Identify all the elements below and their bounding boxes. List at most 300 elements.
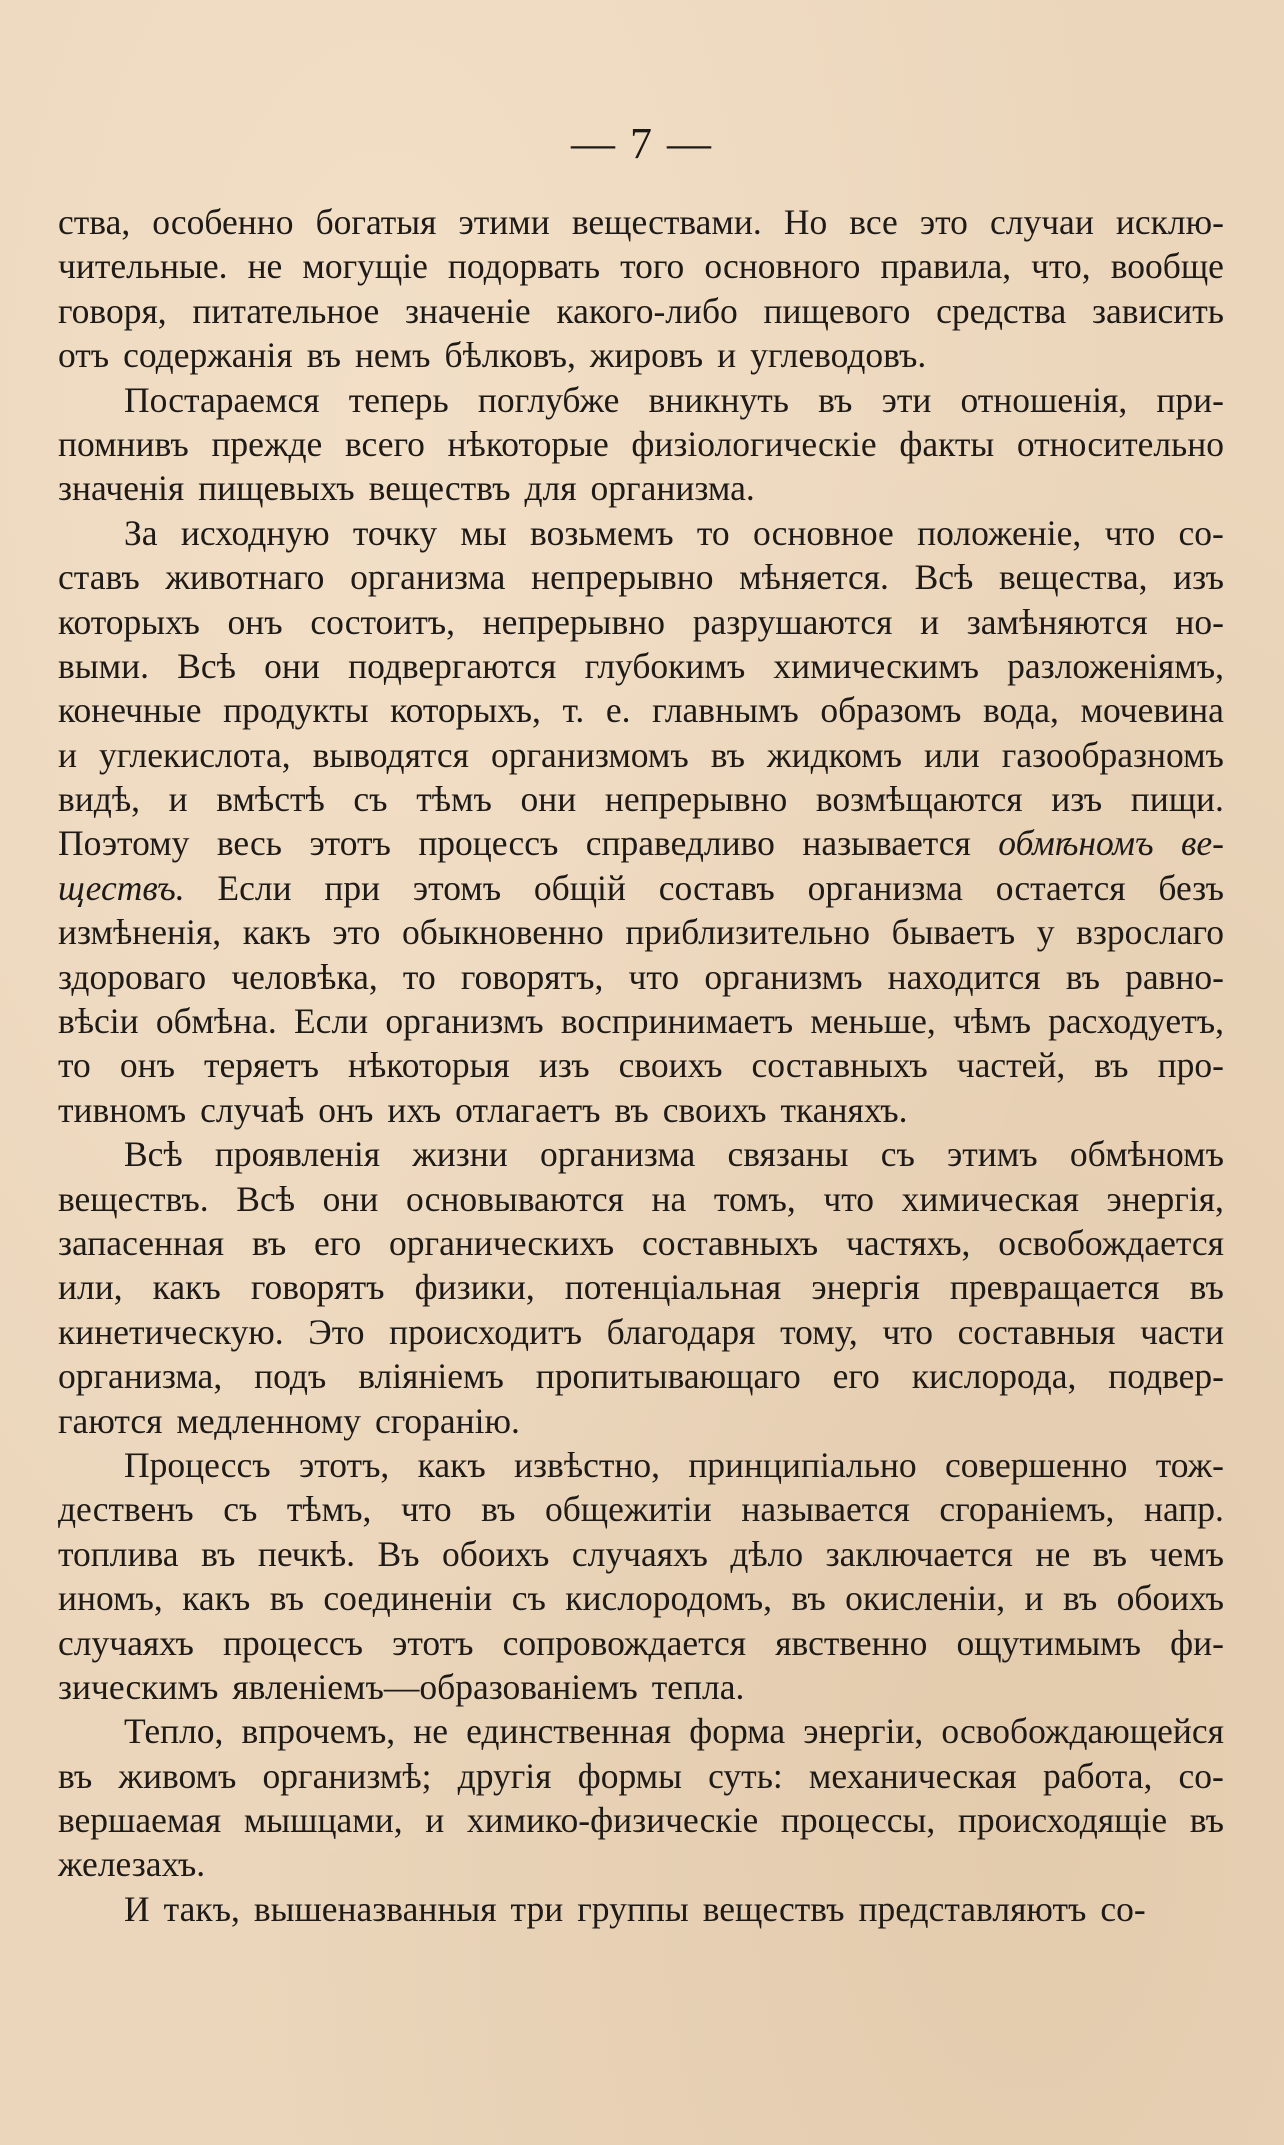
- page-number: — 7 —: [571, 119, 713, 168]
- word: организмъ: [704, 956, 863, 997]
- word: содержанія: [123, 335, 293, 376]
- word: остается: [995, 867, 1126, 908]
- text-line: [58, 1177, 1224, 1221]
- word: энергія,: [1106, 1178, 1224, 1219]
- word: глубокимъ: [584, 645, 746, 686]
- paragraph: [58, 1443, 1224, 1709]
- word: со-: [1178, 512, 1224, 553]
- word: равно-: [1125, 956, 1224, 997]
- word: онъ: [318, 1089, 374, 1130]
- word: единственная: [466, 1711, 672, 1752]
- word: въ: [201, 1533, 236, 1574]
- word: дественъ: [58, 1489, 194, 1530]
- word: составныхъ: [641, 1222, 819, 1263]
- word: того: [620, 246, 685, 287]
- word: и: [168, 779, 188, 820]
- word: совершенно: [944, 1444, 1128, 1485]
- word: измѣненія,: [58, 912, 222, 953]
- paragraph: [58, 1887, 1224, 1931]
- word: сгоранію.: [374, 1400, 520, 1441]
- text-line: [58, 644, 1224, 688]
- word: процессъ: [418, 823, 559, 864]
- word: что: [628, 956, 680, 997]
- word: что: [823, 1178, 875, 1219]
- text-line: [58, 466, 1224, 510]
- word: углеводовъ.: [750, 335, 927, 376]
- word: приблизительно: [625, 912, 870, 953]
- word: освобождающейся: [941, 1711, 1224, 1752]
- word: другія: [457, 1755, 552, 1796]
- word: жизни: [412, 1134, 508, 1175]
- word: газообразномъ: [1001, 734, 1224, 775]
- word: этими: [458, 202, 550, 242]
- word: такъ,: [163, 1888, 240, 1929]
- word: правила,: [880, 246, 1012, 287]
- word: этомъ: [412, 867, 502, 908]
- word: обмѣномъ: [1069, 1134, 1224, 1175]
- word: основного: [704, 246, 861, 287]
- text-line: [58, 955, 1224, 999]
- word: томъ,: [713, 1178, 796, 1219]
- word: воспринимаетъ: [560, 1001, 794, 1042]
- word: или,: [58, 1267, 123, 1308]
- word: кислородомъ,: [565, 1578, 773, 1619]
- word: мышцами,: [243, 1800, 403, 1841]
- word: въ: [818, 379, 853, 420]
- word: про-: [1157, 1045, 1224, 1086]
- word: бѣлковъ,: [444, 335, 576, 376]
- word: т.: [562, 690, 585, 731]
- word: вліяніемъ: [358, 1356, 504, 1397]
- word: то: [696, 512, 730, 553]
- word: они: [322, 1178, 379, 1219]
- word: они: [520, 779, 577, 820]
- word: проявленія: [214, 1134, 381, 1175]
- word: кинетическую.: [58, 1311, 284, 1352]
- word: вещества,: [999, 557, 1148, 598]
- text-line: [58, 378, 1224, 422]
- word: энергія: [811, 1267, 920, 1308]
- word: железахъ.: [58, 1844, 206, 1885]
- word: основываются: [406, 1178, 624, 1219]
- word: не: [247, 246, 283, 287]
- word: что: [1104, 512, 1156, 553]
- word: изъ: [1173, 557, 1224, 598]
- text-line: [58, 1665, 1224, 1709]
- word: подвер-: [1108, 1356, 1224, 1397]
- word: говорятъ: [250, 1267, 385, 1308]
- text-line: [58, 733, 1224, 777]
- word: химическая: [901, 1178, 1079, 1219]
- word: организма.: [590, 468, 755, 509]
- word: Но: [783, 202, 828, 242]
- word: главнымъ: [652, 690, 799, 731]
- word: въ: [1092, 1533, 1128, 1574]
- word: для: [524, 468, 577, 509]
- word: возмѣщаются: [815, 779, 1023, 820]
- word: всего: [344, 423, 425, 464]
- word: мѣняется.: [739, 557, 889, 598]
- word: веществъ: [702, 1888, 845, 1929]
- word: вѣсіи: [58, 1001, 139, 1042]
- word: при-: [1156, 379, 1224, 420]
- italic-word: ве-: [1180, 823, 1224, 864]
- word: происходитъ: [389, 1311, 582, 1352]
- word: вода,: [982, 690, 1059, 731]
- word: веществъ.: [58, 1178, 209, 1219]
- word: энергіи,: [803, 1711, 924, 1752]
- word: этимъ: [947, 1134, 1038, 1175]
- word: живомъ: [118, 1755, 237, 1796]
- word: разложеніямъ,: [1007, 645, 1224, 686]
- word: химико-физическіе: [466, 1800, 759, 1841]
- word: исклю-: [1115, 202, 1224, 242]
- word: пищи.: [1130, 779, 1224, 820]
- word: чемъ: [1149, 1533, 1224, 1574]
- word: превращается: [949, 1267, 1160, 1308]
- word: находится: [887, 956, 1041, 997]
- text-line: [58, 289, 1224, 333]
- word: теряетъ: [204, 1045, 319, 1086]
- word: то: [58, 1045, 91, 1086]
- paragraph: [58, 1709, 1224, 1887]
- word: точку: [352, 512, 438, 553]
- word: но-: [1175, 601, 1224, 642]
- word: случаѣ: [200, 1089, 305, 1130]
- word: въ: [1189, 1267, 1224, 1308]
- text-line: [58, 1621, 1224, 1665]
- word: съ: [223, 1489, 258, 1530]
- text-line: [58, 1487, 1224, 1531]
- text-line: [58, 1265, 1224, 1309]
- word: окисленіи,: [845, 1578, 1006, 1619]
- word: въ: [1189, 1800, 1224, 1841]
- word: исходную: [180, 512, 330, 553]
- word: какъ: [182, 1578, 251, 1619]
- word: бываетъ: [891, 912, 1016, 953]
- word: составныхъ: [751, 1045, 928, 1086]
- word: общій: [533, 867, 626, 908]
- word: Если: [294, 1001, 369, 1042]
- word: составныя: [957, 1311, 1116, 1352]
- word: отлагаетъ: [455, 1089, 601, 1130]
- word: нѣкоторыя: [348, 1045, 510, 1086]
- word: тепла.: [651, 1666, 745, 1707]
- text-line: [58, 688, 1224, 732]
- word: работа,: [1042, 1755, 1153, 1796]
- word: конечные: [58, 690, 202, 731]
- word: случаи: [989, 202, 1094, 242]
- word: въ: [791, 1578, 826, 1619]
- word: три: [510, 1888, 564, 1929]
- text-line: [58, 1576, 1224, 1620]
- word: дѣло: [730, 1533, 804, 1574]
- word: какъ: [152, 1267, 221, 1308]
- word: органическихъ: [389, 1222, 615, 1263]
- word: называется: [741, 1489, 910, 1530]
- italic-word: обмѣномъ: [998, 823, 1154, 864]
- word: непрерывно: [531, 557, 714, 598]
- word: въ: [614, 1089, 649, 1130]
- word: организмомъ: [491, 734, 689, 775]
- word: пропитывающаго: [535, 1356, 801, 1397]
- text-line: [58, 555, 1224, 599]
- word: продукты: [223, 690, 369, 731]
- word: частей,: [956, 1045, 1066, 1086]
- word: взрослаго: [1076, 912, 1224, 953]
- text-line: [58, 821, 1224, 865]
- word: своихъ: [618, 1045, 723, 1086]
- word: въ: [1062, 1578, 1098, 1619]
- word: помнивъ: [58, 423, 189, 464]
- word: вообще: [1110, 246, 1224, 287]
- word: особенно: [152, 202, 294, 242]
- word: Тепло,: [124, 1711, 224, 1752]
- text-line: [58, 1088, 1224, 1132]
- paragraph: [58, 1132, 1224, 1443]
- word: видѣ,: [58, 779, 140, 820]
- word: этотъ: [309, 823, 391, 864]
- word: чительные.: [58, 246, 228, 287]
- word: Процессъ: [124, 1444, 271, 1485]
- word: кислорода,: [911, 1356, 1077, 1397]
- word: освобождается: [998, 1222, 1224, 1263]
- word: группы: [577, 1888, 689, 1929]
- word: организма: [807, 867, 963, 908]
- word: которыхъ,: [390, 690, 541, 731]
- word: топлива: [58, 1533, 179, 1574]
- word: его: [832, 1356, 880, 1397]
- word: жидкомъ: [767, 734, 902, 775]
- word: явственно: [775, 1622, 928, 1663]
- text-line: [58, 1043, 1224, 1087]
- word: изъ: [538, 1045, 590, 1086]
- text-line: [58, 777, 1224, 821]
- word: соединеніи: [323, 1578, 493, 1619]
- word: выми.: [58, 645, 149, 686]
- word: здороваго: [58, 956, 207, 997]
- word: Постараемся: [124, 379, 320, 420]
- word: въ: [58, 1755, 93, 1796]
- word: извѣстно,: [514, 1444, 660, 1485]
- word: медленному: [176, 1400, 361, 1441]
- word: впрочемъ,: [241, 1711, 396, 1752]
- word: подорвать: [447, 246, 601, 287]
- word: называется: [802, 823, 971, 864]
- word: своихъ: [662, 1089, 767, 1130]
- text-line: [58, 333, 1224, 377]
- word: суть:: [708, 1755, 783, 1796]
- word: И: [124, 1888, 150, 1929]
- word: вникнуть: [648, 379, 789, 420]
- word: при: [324, 867, 381, 908]
- word: обмѣна.: [155, 1001, 277, 1042]
- word: организма: [539, 1134, 696, 1175]
- word: образомъ: [820, 690, 962, 731]
- text-line: [58, 600, 1224, 644]
- word: что: [882, 1311, 934, 1352]
- word: основное: [752, 512, 894, 553]
- word: обоихъ: [442, 1533, 550, 1574]
- paragraph: [58, 200, 1224, 378]
- word: обоихъ: [1116, 1578, 1224, 1619]
- word: со-: [1100, 1888, 1146, 1929]
- word: чѣмъ: [952, 1001, 1031, 1042]
- word: сопровождается: [502, 1622, 747, 1663]
- text-line: [58, 1354, 1224, 1398]
- word: непрерывно: [604, 779, 788, 820]
- word: и: [920, 601, 940, 642]
- word: выводятся: [312, 734, 469, 775]
- word: немъ: [354, 335, 431, 376]
- text-line: [58, 1399, 1224, 1443]
- word: какъ: [417, 1444, 486, 1485]
- word: физики,: [414, 1267, 535, 1308]
- word: прежде: [211, 423, 323, 464]
- word: случаяхъ: [571, 1533, 708, 1574]
- word: процессы,: [780, 1800, 936, 1841]
- word: потенціальная: [564, 1267, 782, 1308]
- text-line: [58, 1842, 1224, 1886]
- word: процессъ: [223, 1622, 364, 1663]
- word: онъ: [227, 601, 283, 642]
- word: ихъ: [387, 1089, 442, 1130]
- word: какъ: [242, 912, 311, 953]
- word: мочевина: [1080, 690, 1224, 731]
- word: разрушаются: [692, 601, 893, 642]
- word: въ: [1094, 1045, 1129, 1086]
- word: подвергаются: [348, 645, 557, 686]
- paragraph: [58, 511, 1224, 1132]
- word: которыхъ: [58, 601, 200, 642]
- word: въ: [306, 335, 341, 376]
- word: организмъ: [385, 1001, 544, 1042]
- word: не: [413, 1711, 449, 1752]
- text-line: [58, 1798, 1224, 1842]
- word: съ: [353, 779, 388, 820]
- word: принципіально: [688, 1444, 917, 1485]
- word: отношенія,: [960, 379, 1128, 420]
- italic-word: ществъ.: [58, 867, 185, 908]
- word: Всѣ: [177, 645, 236, 686]
- word: Поэтому: [58, 823, 190, 864]
- word: тѣмъ,: [286, 1489, 372, 1530]
- word: положеніе,: [917, 512, 1082, 553]
- word: связаны: [727, 1134, 849, 1175]
- word: вышеназванныя: [253, 1888, 497, 1929]
- word: пищевого: [763, 290, 911, 331]
- word: съ: [880, 1134, 915, 1175]
- word: организма,: [58, 1356, 223, 1397]
- word: какого-либо: [556, 290, 738, 331]
- word: на: [651, 1178, 687, 1219]
- word: средства: [936, 290, 1067, 331]
- word: благодаря: [606, 1311, 756, 1352]
- word: и: [58, 734, 77, 775]
- text-line: [58, 511, 1224, 555]
- text-line: [58, 999, 1224, 1043]
- word: тканяхъ.: [780, 1089, 908, 1130]
- text-line: [58, 1132, 1224, 1176]
- word: пищевыхъ: [198, 468, 355, 509]
- word: расходуетъ,: [1048, 1001, 1224, 1042]
- word: у: [1036, 912, 1055, 953]
- word: замѣняются: [966, 601, 1148, 642]
- text-line: [58, 866, 1224, 910]
- word: животнаго: [165, 557, 325, 598]
- word: не: [1035, 1533, 1071, 1574]
- word: организмѣ;: [262, 1755, 432, 1796]
- word: е.: [605, 690, 631, 731]
- text-line: [58, 200, 1224, 244]
- word: онъ: [119, 1045, 175, 1086]
- word: части: [1140, 1311, 1224, 1352]
- word: форма: [689, 1711, 786, 1752]
- word: организма: [350, 557, 506, 598]
- word: мы: [460, 512, 507, 553]
- word: этотъ: [392, 1622, 474, 1663]
- word: Если: [217, 867, 292, 908]
- word: вмѣстѣ: [216, 779, 325, 820]
- word: обыкновенно: [402, 912, 604, 953]
- word: отъ: [58, 335, 110, 376]
- word: теперь: [348, 379, 449, 420]
- word: тивномъ: [58, 1089, 187, 1130]
- word: говорятъ,: [460, 956, 604, 997]
- word: эти: [881, 379, 932, 420]
- word: это: [919, 202, 968, 242]
- word: это: [332, 912, 381, 953]
- word: тѣмъ: [416, 779, 492, 820]
- word: въ: [251, 1222, 287, 1263]
- word: ощутимымъ: [956, 1622, 1142, 1663]
- word: меньше,: [810, 1001, 936, 1042]
- text-line: [58, 422, 1224, 466]
- text-line: [58, 1754, 1224, 1798]
- body-text: [58, 200, 1224, 1931]
- word: тому,: [780, 1311, 858, 1352]
- word: человѣка,: [231, 956, 378, 997]
- word: этотъ,: [298, 1444, 390, 1485]
- word: справедливо: [585, 823, 775, 864]
- word: Всѣ: [124, 1134, 183, 1175]
- word: его: [314, 1222, 362, 1263]
- word: химическимъ: [773, 645, 979, 686]
- word: все: [849, 202, 898, 242]
- word: представляютъ: [858, 1888, 1087, 1929]
- text-line: [58, 910, 1224, 954]
- word: относительно: [1016, 423, 1224, 464]
- word: возьмемъ: [530, 512, 674, 553]
- word: заключается: [825, 1533, 1013, 1574]
- word: тож-: [1155, 1444, 1224, 1485]
- word: со-: [1178, 1755, 1224, 1796]
- word: Въ: [377, 1533, 420, 1574]
- word: нѣкоторые: [447, 423, 609, 464]
- word: частяхъ,: [845, 1222, 971, 1263]
- word: или: [924, 734, 980, 775]
- paragraph: [58, 378, 1224, 511]
- word: физіологическіе: [631, 423, 877, 464]
- word: съ: [511, 1578, 546, 1619]
- word: изъ: [1051, 779, 1103, 820]
- word: Всѣ: [914, 557, 974, 598]
- text-line: [58, 1221, 1224, 1265]
- word: жировъ: [589, 335, 704, 376]
- text-line: [58, 1443, 1224, 1487]
- word: механическая: [808, 1755, 1017, 1796]
- word: иномъ,: [58, 1578, 163, 1619]
